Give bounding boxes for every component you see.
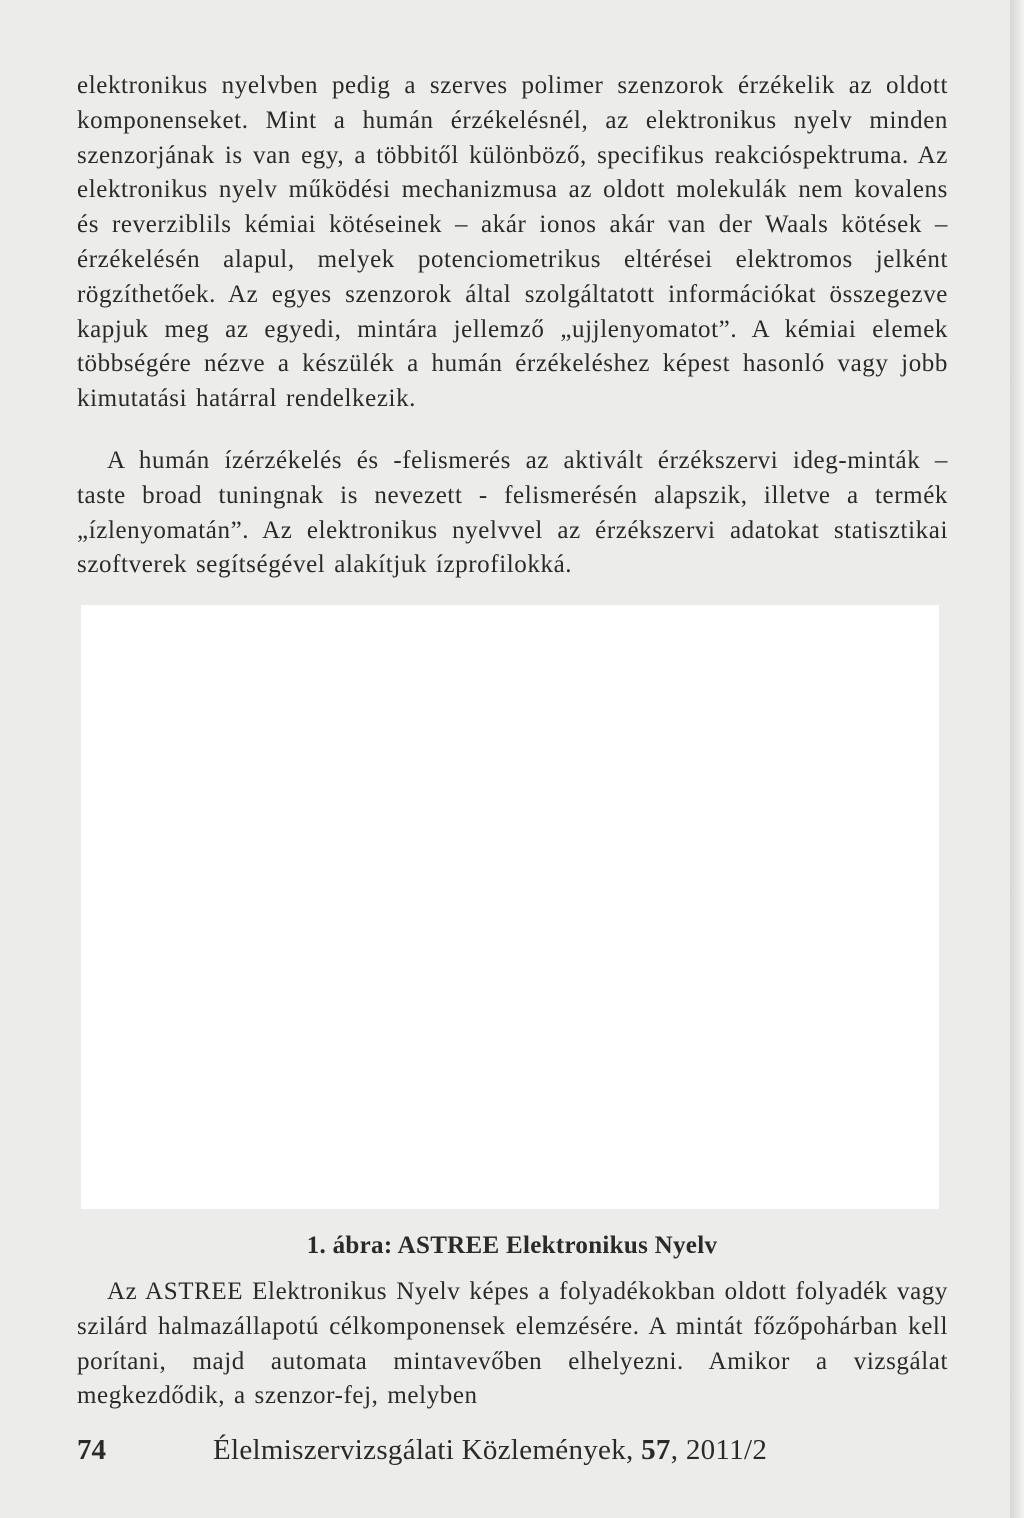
page-number: 74 — [77, 1434, 106, 1466]
page-edge — [1010, 0, 1024, 1518]
journal-citation — [213, 1434, 767, 1467]
paragraph-astree-description: Az ASTREE Elektronikus Nyelv képes a folyadékokban oldott folyadék vagy szilárd halmazállapotú célkomponensek elemzésére. A mintát főzőpohárban kell porítani, majd automata mintavevőben elhelyezni. Amikor a vizsgálat megkezdődik, a szenzor-fej, melyben — [77, 1278, 948, 1410]
journal-issue: , 2011/2 — [670, 1434, 768, 1466]
figure-image-placeholder — [81, 605, 939, 1209]
page-footer — [0, 1434, 1010, 1474]
journal-volume: 57 — [641, 1434, 671, 1466]
journal-name: Élelmiszervizsgálati Közlemények, — [213, 1434, 642, 1466]
paragraph-taste-recognition: A humán ízérzékelés és -felismerés az aktivált érzékszervi ideg-minták – taste broad tuningnak is nevezett - felismerésén alapszik, illetve a termék „ízlenyomatán”. Az elektronikus nyelvvel az érzékszervi adatokat statisztikai szoftverek segítségével alakítjuk ízprofilokká. — [77, 447, 948, 579]
figure-caption: 1. ábra: ASTREE Elektronikus Nyelv — [306, 1232, 718, 1259]
paragraph-sensor-description: elektronikus nyelvben pedig a szerves polimer szenzorok érzékelik az oldott komponenseket. Mint a humán érzékelésnél, az elektronikus nyelv minden szenzorjának is van egy, a többitől különböző, specifikus reakcióspektruma. Az elektronikus nyelv működési mechanizmusa az oldott molekulák nem kovalens és reverziblils kémiai kötéseinek – akár ionos akár van der Waals kötések – érzékelésén alapul, melyek potenciometrikus eltérései elektromos jelként rögzíthetőek. Az egyes szenzorok által szolgáltatott információkat összegezve kapjuk meg az egyedi, mintára jellemző „ujjlenyomatot”. A kémiai elemek többségére nézve a készülék a humán érzékeléshez képest hasonló vagy jobb kimutatási határral rendelkezik. — [77, 72, 948, 413]
